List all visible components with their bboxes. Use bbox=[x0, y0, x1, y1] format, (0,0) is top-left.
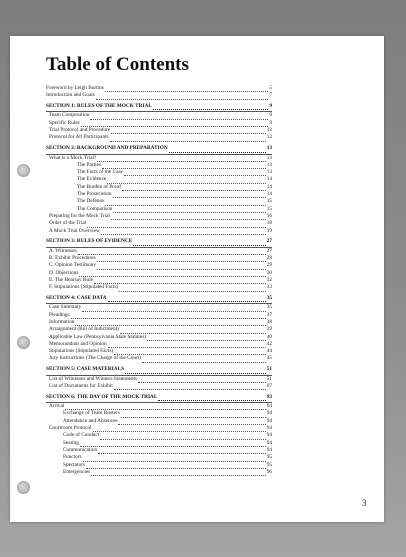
toc-entry-page: 94 bbox=[266, 425, 272, 432]
toc-entry-label: Foreword by Leigh Bortins bbox=[46, 85, 104, 91]
toc-section-heading bbox=[46, 238, 272, 245]
toc-entry-page: 67 bbox=[266, 382, 272, 389]
toc-entry-label: E. The Hearsay Rule bbox=[49, 276, 94, 283]
toc-entry-page: 13 bbox=[266, 154, 272, 161]
toc-entry-page: 35 bbox=[266, 295, 272, 302]
toc-entry bbox=[46, 326, 272, 333]
toc-entry-page: 27 bbox=[266, 247, 272, 254]
toc-leader-dots bbox=[133, 239, 265, 246]
toc-leader-dots bbox=[122, 184, 266, 191]
toc-entry-label: The Evidence bbox=[77, 176, 107, 183]
toc-entry bbox=[46, 440, 272, 447]
toc-entry-label: What is a Mock Trial? bbox=[49, 154, 97, 161]
toc-entry-page: 42 bbox=[266, 340, 272, 347]
toc-entry-label: Team Composition bbox=[49, 112, 90, 119]
toc-entry bbox=[46, 169, 272, 176]
binder-hole bbox=[17, 481, 30, 494]
toc-entry-label: Seating bbox=[63, 439, 79, 446]
toc-entry-page: 12 bbox=[266, 127, 272, 134]
toc-entry-page: 15 bbox=[266, 205, 272, 212]
toc-leader-dots bbox=[113, 206, 265, 213]
toc-section-heading bbox=[46, 145, 272, 152]
toc-entry-page: 94 bbox=[266, 410, 272, 417]
toc-entry-page: 14 bbox=[266, 191, 272, 198]
toc-entry-page: 32 bbox=[266, 276, 272, 283]
toc-leader-dots bbox=[71, 312, 266, 319]
toc-entry-label: Arrival bbox=[49, 403, 65, 410]
toc-entry-label: Trial Protocol and Procedure bbox=[49, 127, 111, 134]
toc-entry-page: 39 bbox=[266, 326, 272, 333]
toc-entry bbox=[46, 383, 272, 390]
table-of-contents bbox=[46, 85, 272, 476]
toc-leader-dots bbox=[81, 120, 269, 127]
toc-leader-dots bbox=[111, 214, 266, 221]
toc-leader-dots bbox=[138, 376, 266, 383]
toc-entry-page: 16 bbox=[266, 212, 272, 219]
toc-entry-label: Punctors bbox=[63, 454, 82, 461]
toc-leader-dots bbox=[142, 356, 266, 363]
toc-entry-label: Exchange of Team Rosters bbox=[63, 410, 120, 417]
toc-entry-label: SECTION 3: RULES OF EVIDENCE bbox=[46, 238, 133, 245]
toc-entry bbox=[46, 184, 272, 191]
toc-leader-dots bbox=[108, 342, 266, 349]
toc-entry bbox=[46, 270, 272, 277]
toc-leader-dots bbox=[121, 411, 266, 418]
toc-section-heading bbox=[46, 394, 272, 401]
toc-entry-label: Introduction and Goals bbox=[46, 92, 95, 99]
toc-leader-dots bbox=[97, 263, 266, 270]
toc-entry bbox=[46, 304, 272, 311]
toc-entry-label: A Mock Trial Overview bbox=[49, 227, 100, 234]
toc-entry bbox=[46, 206, 272, 213]
toc-entry-label: A. Witnesses bbox=[49, 247, 77, 254]
toc-entry-page: 44 bbox=[266, 348, 272, 355]
toc-leader-dots bbox=[105, 86, 269, 93]
toc-leader-dots bbox=[119, 285, 265, 292]
toc-leader-dots bbox=[102, 163, 266, 170]
toc-leader-dots bbox=[91, 470, 265, 477]
toc-entry-label: Specific Rules bbox=[49, 119, 80, 126]
toc-entry-label: D. Objections bbox=[49, 269, 79, 276]
page-title: Table of Contents bbox=[46, 54, 189, 75]
toc-entry-page: 33 bbox=[266, 284, 272, 291]
toc-entry-label: List of Documents for Exhibit bbox=[49, 382, 113, 389]
page-number: 3 bbox=[362, 498, 367, 508]
toc-entry bbox=[46, 228, 272, 235]
toc-leader-dots bbox=[114, 384, 266, 391]
toc-entry-page: 12 bbox=[266, 134, 272, 141]
toc-entry-page: 13 bbox=[266, 169, 272, 176]
toc-entry-page: 27 bbox=[266, 238, 272, 245]
toc-section-heading bbox=[46, 295, 272, 302]
toc-entry bbox=[46, 447, 272, 454]
toc-leader-dots bbox=[118, 418, 265, 425]
toc-leader-dots bbox=[108, 296, 266, 303]
toc-entry-page: 13 bbox=[266, 145, 272, 152]
toc-entry-page: 15 bbox=[266, 198, 272, 205]
toc-entry bbox=[46, 355, 272, 362]
toc-entry-label: Arraignment (Bill of Indictment) bbox=[49, 326, 119, 333]
toc-entry-page: 38 bbox=[266, 318, 272, 325]
toc-entry-page: 94 bbox=[266, 432, 272, 439]
toc-entry-label: The Prosecution bbox=[77, 191, 112, 198]
toc-leader-dots bbox=[147, 334, 266, 341]
toc-entry bbox=[46, 220, 272, 227]
toc-entry-label: The Comparison bbox=[77, 205, 113, 212]
toc-entry bbox=[46, 255, 272, 262]
toc-leader-dots bbox=[94, 278, 266, 285]
toc-entry-page: 95 bbox=[266, 454, 272, 461]
toc-entry bbox=[46, 120, 272, 127]
toc-entry-page: 18 bbox=[266, 220, 272, 227]
toc-leader-dots bbox=[101, 228, 266, 235]
toc-entry-label: Stipulations (Stipulated Facts) bbox=[49, 348, 114, 355]
toc-entry-label: Attendance and Absences bbox=[63, 417, 118, 424]
toc-entry bbox=[46, 155, 272, 162]
toc-entry-page: 5 bbox=[269, 85, 272, 91]
toc-leader-dots bbox=[97, 155, 265, 162]
toc-entry-page: 94 bbox=[266, 417, 272, 424]
toc-entry-page: 13 bbox=[266, 161, 272, 168]
toc-entry-label: F. Stipulations (Stipulated Facts) bbox=[49, 284, 119, 291]
toc-entry bbox=[46, 262, 272, 269]
toc-entry bbox=[46, 176, 272, 183]
toc-entry bbox=[46, 112, 272, 119]
toc-entry-label: Protocol for All Participants bbox=[49, 134, 109, 141]
toc-entry-label: SECTION 5: CASE MATERIALS bbox=[46, 366, 125, 373]
toc-entry-label: SECTION 2: BACKGROUND AND PREPARATION bbox=[46, 145, 168, 152]
toc-leader-dots bbox=[107, 177, 265, 184]
toc-entry-page: 14 bbox=[266, 183, 272, 190]
toc-entry bbox=[46, 92, 272, 99]
toc-leader-dots bbox=[93, 426, 266, 433]
toc-entry-page: 9 bbox=[269, 103, 272, 110]
toc-entry-page: 93 bbox=[266, 393, 272, 400]
toc-entry-page: 45 bbox=[266, 355, 272, 362]
toc-entry-page: 29 bbox=[266, 262, 272, 269]
toc-leader-dots bbox=[83, 455, 266, 462]
toc-entry-label: SECTION 6: THE DAY OF THE MOCK TRIAL bbox=[46, 393, 158, 400]
toc-entry-page: 94 bbox=[266, 439, 272, 446]
toc-leader-dots bbox=[110, 135, 266, 142]
toc-entry-label: Jury Instructions (The Charge of the Court) bbox=[49, 355, 141, 362]
toc-entry-label: Spectators bbox=[63, 461, 86, 468]
toc-entry-label: Preparing for the Mock Trial bbox=[49, 212, 110, 219]
toc-entry-label: SECTION 1: RULES OF THE MOCK TRIAL bbox=[46, 103, 152, 110]
toc-entry-label: The Defense bbox=[77, 198, 104, 205]
toc-entry bbox=[46, 454, 272, 461]
toc-leader-dots bbox=[158, 395, 265, 402]
toc-entry-page: 37 bbox=[266, 311, 272, 318]
toc-entry-label: C. Opinion Testimony bbox=[49, 262, 97, 269]
toc-entry bbox=[46, 334, 272, 341]
toc-entry-label: The Burden of Proof bbox=[77, 183, 121, 190]
toc-leader-dots bbox=[87, 221, 265, 228]
toc-entry-page: 19 bbox=[266, 227, 272, 234]
toc-entry-page: 94 bbox=[266, 403, 272, 410]
toc-leader-dots bbox=[96, 93, 269, 100]
toc-entry bbox=[46, 248, 272, 255]
toc-leader-dots bbox=[124, 170, 266, 177]
toc-leader-dots bbox=[82, 305, 265, 312]
toc-entry-page: 9 bbox=[269, 119, 272, 126]
toc-entry-label: The Parties bbox=[77, 161, 101, 168]
toc-entry bbox=[46, 85, 272, 92]
toc-leader-dots bbox=[80, 440, 266, 447]
toc-entry-page: 7 bbox=[269, 92, 272, 99]
toc-entry bbox=[46, 432, 272, 439]
toc-leader-dots bbox=[78, 248, 266, 255]
toc-entry-label: Information bbox=[49, 318, 75, 325]
toc-entry bbox=[46, 284, 272, 291]
toc-leader-dots bbox=[79, 270, 265, 277]
toc-entry bbox=[46, 418, 272, 425]
toc-section-heading bbox=[46, 366, 272, 373]
toc-entry-page: 9 bbox=[269, 112, 272, 119]
toc-entry bbox=[46, 312, 272, 319]
toc-leader-dots bbox=[98, 448, 266, 455]
toc-entry-label: Emergencies bbox=[63, 468, 91, 475]
toc-entry-label: Courtroom Protocol bbox=[49, 425, 92, 432]
toc-entry-page: 94 bbox=[266, 446, 272, 453]
toc-section-heading bbox=[46, 103, 272, 110]
binder-hole bbox=[17, 164, 30, 177]
toc-leader-dots bbox=[97, 256, 266, 263]
toc-entry-page: 30 bbox=[266, 269, 272, 276]
toc-leader-dots bbox=[153, 104, 268, 111]
toc-leader-dots bbox=[86, 462, 266, 469]
toc-entry-page: 40 bbox=[266, 333, 272, 340]
toc-entry-label: Order of the Trial bbox=[49, 220, 87, 227]
toc-leader-dots bbox=[113, 192, 266, 199]
toc-entry-label: B. Exhibit Procedures bbox=[49, 255, 96, 262]
toc-entry bbox=[46, 462, 272, 469]
toc-entry-page: 96 bbox=[266, 468, 272, 475]
toc-entry-label: Applicable Law (Pennsylvania State Statutes) bbox=[49, 333, 147, 340]
toc-entry-label: SECTION 4: CASE DATA bbox=[46, 295, 107, 302]
toc-entry bbox=[46, 469, 272, 476]
toc-entry-page: 51 bbox=[266, 366, 272, 373]
toc-entry-label: Case Summary bbox=[49, 304, 82, 311]
toc-entry-label: Communication bbox=[63, 446, 98, 453]
toc-entry bbox=[46, 410, 272, 417]
toc-entry-label: Code of Conduct bbox=[63, 432, 100, 439]
toc-leader-dots bbox=[125, 367, 266, 374]
toc-entry bbox=[46, 198, 272, 205]
toc-leader-dots bbox=[111, 128, 266, 135]
document-page[interactable] bbox=[10, 36, 384, 522]
toc-entry-page: 35 bbox=[266, 304, 272, 311]
toc-leader-dots bbox=[105, 199, 266, 206]
toc-entry-page: 95 bbox=[266, 461, 272, 468]
toc-leader-dots bbox=[90, 113, 268, 120]
toc-entry-label: Memorandum and Opinion bbox=[49, 340, 107, 347]
toc-entry-label: The Facts of the Case bbox=[77, 169, 123, 176]
toc-leader-dots bbox=[120, 327, 266, 334]
toc-entry-label: List of Witnesses and Witness Statements bbox=[49, 375, 138, 382]
binder-hole bbox=[17, 336, 30, 349]
toc-leader-dots bbox=[169, 146, 266, 153]
toc-entry-page: 14 bbox=[266, 176, 272, 183]
toc-entry-label: Pleadings bbox=[49, 311, 70, 318]
toc-entry-page: 28 bbox=[266, 255, 272, 262]
toc-entry bbox=[46, 134, 272, 141]
toc-entry-page: 51 bbox=[266, 375, 272, 382]
toc-leader-dots bbox=[100, 433, 266, 440]
toc-entry bbox=[46, 376, 272, 383]
